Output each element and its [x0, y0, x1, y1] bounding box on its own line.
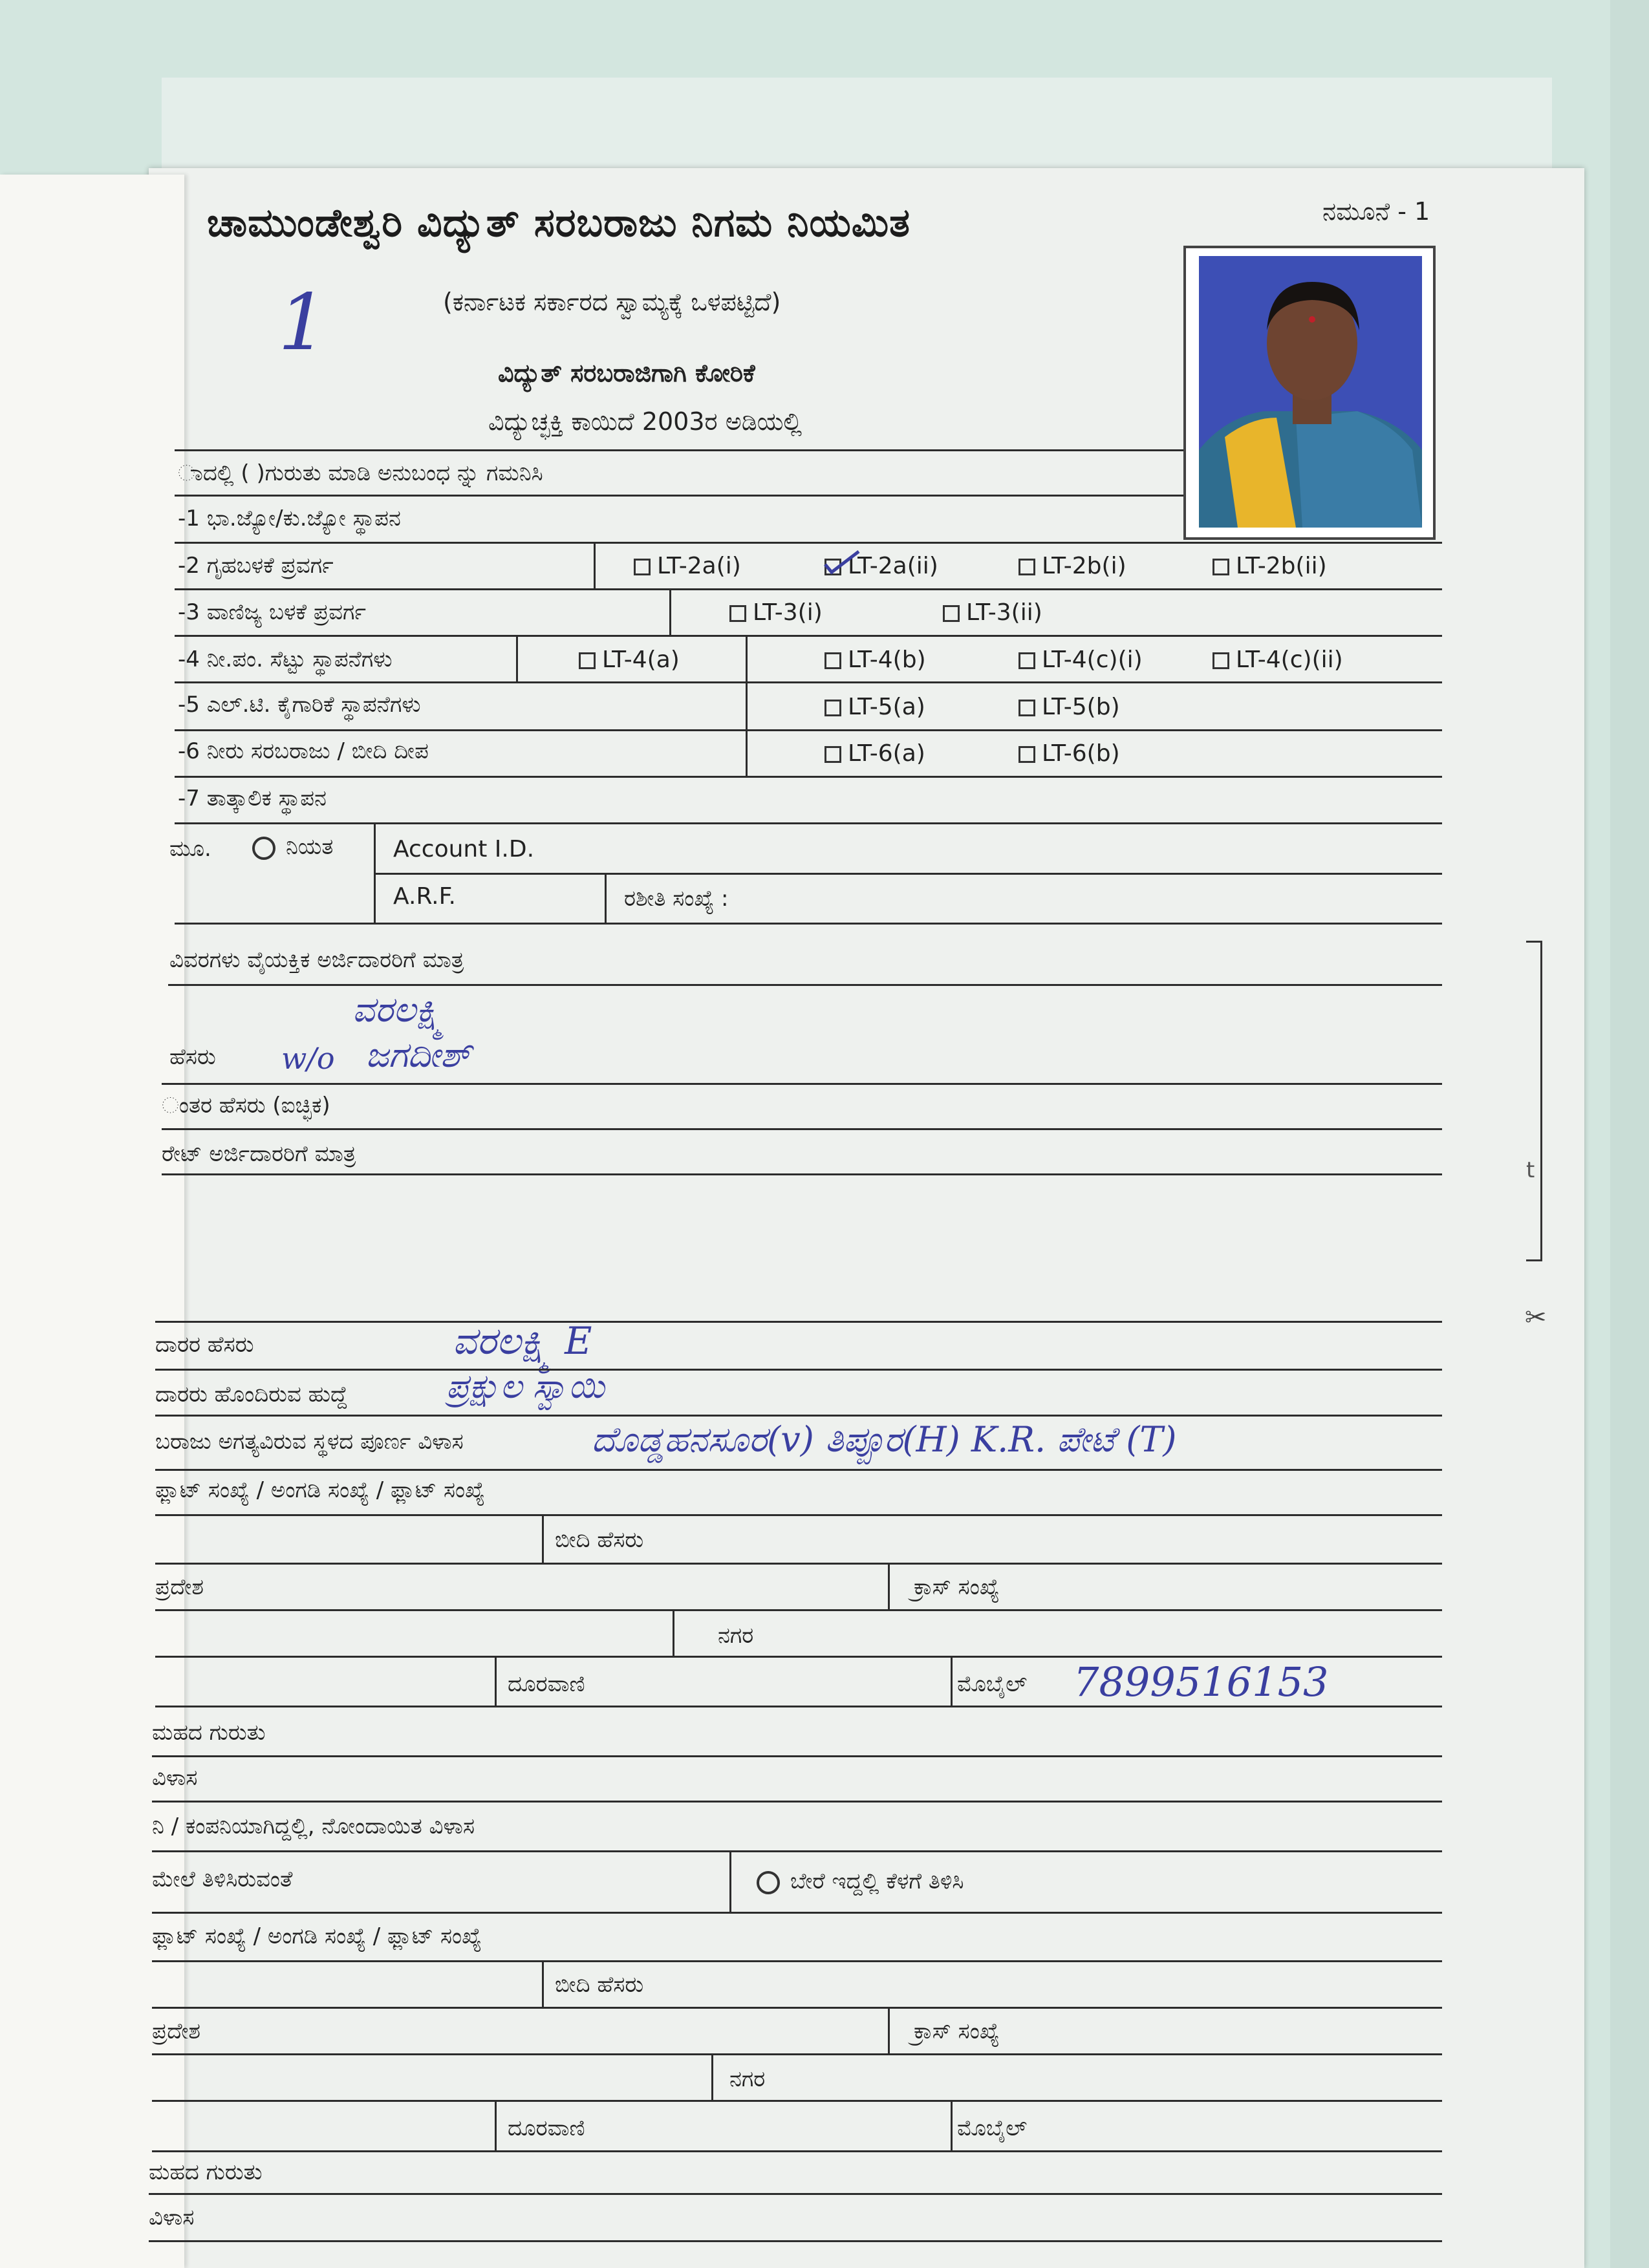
- option-lt-5-a[interactable]: LT-5(a): [824, 694, 925, 720]
- rule: [951, 1656, 953, 1706]
- checkbox[interactable]: [824, 746, 841, 763]
- rule: [175, 635, 1442, 637]
- rule: [951, 2100, 953, 2150]
- rule: [155, 1563, 1442, 1565]
- checkbox[interactable]: [729, 605, 746, 622]
- name-label: ಹೆಸರು: [169, 1044, 216, 1070]
- rule: [152, 1755, 1442, 1757]
- category-4-label: -4 ನೀ.ಪಂ. ಸೆಟ್ಟು ಸ್ಥಾಪನೆಗಳು: [178, 647, 393, 672]
- rule: [888, 1563, 890, 1609]
- rule: [152, 1801, 1442, 1803]
- checkbox[interactable]: [579, 652, 596, 669]
- rule: [168, 984, 1442, 986]
- house-number-label-2: ಫ್ಲಾಟ್ ಸಂಖ್ಯೆ / ಅಂಗಡಿ ಸಂಖ್ಯೆ / ಫ್ಲಾಟ್ ಸಂಖ್ಯೆ: [152, 1923, 482, 1949]
- individual-section-heading: ವಿವರಗಳು ವೈಯಕ್ತಿಕ ಅರ್ಜಿದಾರರಿಗೆ ಮಾತ್ರ: [169, 947, 464, 973]
- option-lt-4-c-ii[interactable]: LT-4(c)(ii): [1212, 647, 1343, 673]
- form-title: ವಿದ್ಯುತ್ ಸರಬರಾಜಿಗಾಗಿ ಕೋರಿಕೆ: [498, 359, 755, 387]
- rule: [149, 2193, 1442, 2195]
- background-margin-letter: t: [1526, 1157, 1535, 1183]
- rule: [669, 588, 671, 635]
- act-note: ವಿದ್ಯುಚ್ಛಕ್ತಿ ಕಾಯಿದೆ 2003ರ ಅಡಿಯಲ್ಲಿ: [488, 407, 803, 436]
- rule: [162, 1128, 1442, 1130]
- option-lt-4-c-i[interactable]: LT-4(c)(i): [1018, 647, 1143, 673]
- rule: [542, 1514, 544, 1563]
- rule: [175, 449, 1183, 451]
- rule: [152, 2007, 1442, 2009]
- area-label: ಪ್ರದೇಶ: [155, 1574, 204, 1600]
- rule: [162, 1173, 1442, 1175]
- checkbox[interactable]: [824, 652, 841, 669]
- phone-label: ದೂರವಾಣಿ: [508, 1671, 585, 1697]
- category-5-label: -5 ಎಲ್.ಟಿ. ಕೈಗಾರಿಕೆ ಸ್ಥಾಪನೆಗಳು: [178, 692, 421, 718]
- rule: [155, 1514, 1442, 1516]
- rule: [711, 2053, 713, 2100]
- account-type-fixed[interactable]: ನಿಯತ: [252, 834, 333, 860]
- option-lt-2a-ii[interactable]: LT-2a(ii): [824, 553, 938, 579]
- checkbox[interactable]: [1018, 746, 1035, 763]
- street-name-label-2: ಬೀದಿ ಹೆಸರು: [555, 1972, 644, 1998]
- handwritten-name-line2: ಜಗದೀಶ್: [365, 1034, 471, 1075]
- option-lt-4-b[interactable]: LT-4(b): [824, 647, 926, 673]
- category-6-label: -6 ನೀರು ಸರಬರಾಜು / ಬೀದಿ ದೀಪ: [178, 738, 429, 764]
- checkbox-checked[interactable]: [824, 559, 841, 575]
- rule: [175, 729, 1442, 731]
- option-lt-3-i[interactable]: LT-3(i): [729, 599, 823, 626]
- ownership-note: (ಕರ್ನಾಟಕ ಸರ್ಕಾರದ ಸ್ವಾಮ್ಯಕ್ಕೆ ಒಳಪಟ್ಟಿದೆ): [443, 288, 781, 316]
- address-label: ವಿಳಾಸ: [152, 1765, 198, 1791]
- rule: [155, 1706, 1442, 1707]
- rule: [155, 1321, 1442, 1323]
- rule: [175, 495, 1183, 497]
- rule: [495, 2100, 497, 2150]
- option-lt-2b-i[interactable]: LT-2b(i): [1018, 553, 1126, 579]
- rule: [495, 1656, 497, 1706]
- corporate-section-heading: ರೇಟ್ ಅರ್ಜಿದಾರರಿಗೆ ಮಾತ್ರ: [162, 1141, 356, 1167]
- optional-name-label: ಂತರ ಹೆಸರು (ಐಚ್ಛಿಕ): [162, 1093, 330, 1118]
- category-3-label: -3 ವಾಣಿಜ್ಯ ಬಳಕೆ ಪ್ರವರ್ಗ: [178, 599, 367, 625]
- rule: [175, 542, 1442, 544]
- rule: [175, 681, 1442, 683]
- landmark-label: ಮಹದ ಗುರುತು: [152, 1720, 266, 1746]
- registered-address-label: ನಿ / ಕಂಪನಿಯಾಗಿದ್ದಲ್ಲಿ, ನೋಂದಾಯಿತ ವಿಳಾಸ: [152, 1813, 475, 1839]
- rule: [155, 1369, 1442, 1371]
- city-label: ನಗರ: [718, 1623, 754, 1649]
- rule: [152, 2150, 1442, 2152]
- rule: [155, 1469, 1442, 1471]
- rule: [175, 776, 1442, 778]
- rule: [673, 1609, 674, 1656]
- option-lt-4-a[interactable]: LT-4(a): [579, 647, 680, 673]
- phone-label-2: ದೂರವಾಣಿ: [508, 2115, 585, 2141]
- checkbox[interactable]: [1212, 559, 1229, 575]
- option-lt-5-b[interactable]: LT-5(b): [1018, 694, 1120, 720]
- rule: [175, 822, 1442, 824]
- handwritten-address: ದೊಡ್ಡಹನಸೂರ(v) ತಿಪ್ಪೂರ(H) K.R. ಪೇಟೆ (T): [592, 1419, 1177, 1460]
- rule: [729, 1850, 731, 1912]
- designation-label: ದಾರರು ಹೊಂದಿರುವ ಹುದ್ದೆ: [155, 1382, 348, 1407]
- option-lt-2b-ii[interactable]: LT-2b(ii): [1212, 553, 1327, 579]
- handwritten-applicant-name: ವರಲಕ್ಷ್ಮಿ E: [453, 1319, 592, 1363]
- handwritten-designation: ಪ್ರಕ್ಷುಲ ಸ್ವಾಯಿ: [446, 1367, 605, 1406]
- area-label-2: ಪ್ರದೇಶ: [152, 2018, 201, 2044]
- landmark-label-2: ಮಹದ ಗುರುತು: [149, 2159, 263, 2185]
- category-1-label: -1 ಭಾ.ಜ್ಯೋ/ಕು.ಜ್ಯೋ ಸ್ಥಾಪನ: [178, 506, 401, 531]
- other-address-option[interactable]: ಬೇರೆ ಇದ್ದಲ್ಲಿ ಕೆಳಗೆ ತಿಳಿಸಿ: [757, 1868, 964, 1894]
- checkbox[interactable]: [824, 700, 841, 716]
- form-number: ನಮೂನೆ - 1: [1322, 197, 1430, 226]
- house-number-label: ಫ್ಲಾಟ್ ಸಂಖ್ಯೆ / ಅಂಗಡಿ ಸಂಖ್ಯೆ / ಫ್ಲಾಟ್ ಸಂಖ್ಯೆ: [155, 1477, 485, 1503]
- same-as-above-option[interactable]: ಮೇಲೆ ತಿಳಿಸಿರುವಂತೆ: [152, 1867, 293, 1892]
- rule: [155, 1609, 1442, 1611]
- rule: [374, 873, 1442, 875]
- rule: [149, 2240, 1442, 2242]
- checkbox[interactable]: [1018, 700, 1035, 716]
- scissors-icon: ✂: [1525, 1303, 1547, 1332]
- rule: [594, 542, 596, 588]
- option-lt-6-a[interactable]: LT-6(a): [824, 740, 925, 767]
- category-2-label: -2 ಗೃಹಬಳಕೆ ಪ್ರವರ್ಗ: [178, 553, 334, 579]
- option-lt-3-ii[interactable]: LT-3(ii): [943, 599, 1042, 626]
- account-id-label: Account I.D.: [393, 836, 535, 862]
- account-prefix: ಮೂ.: [169, 836, 211, 862]
- rule: [888, 2007, 890, 2053]
- handwritten-margin-mark: 1: [278, 278, 328, 368]
- applicant-name-label: ದಾರರ ಹೆಸರು: [155, 1332, 254, 1358]
- radio-button[interactable]: [757, 1871, 780, 1894]
- rule: [152, 1912, 1442, 1914]
- city-label-2: ನಗರ: [729, 2066, 766, 2092]
- rule: [175, 923, 1442, 925]
- rule: [152, 1850, 1442, 1852]
- handwritten-name-line1: ವರಲಕ್ಷ್ಮಿ: [352, 989, 446, 1030]
- supply-address-label: ಬರಾಜು ಅಗತ್ಯವಿರುವ ಸ್ಥಳದ ಪೂರ್ಣ ವಿಳಾಸ: [155, 1429, 464, 1455]
- rule: [175, 588, 1442, 590]
- arf-label: A.R.F.: [393, 883, 456, 910]
- address-label-2: ವಿಳಾಸ: [149, 2205, 195, 2231]
- rule: [162, 1083, 1442, 1085]
- applicant-photo: [1183, 246, 1436, 540]
- option-lt-6-b[interactable]: LT-6(b): [1018, 740, 1120, 767]
- rule: [605, 873, 607, 923]
- rule: [542, 1960, 544, 2007]
- receipt-number-label: ರಶೀತಿ ಸಂಖ್ಯೆ :: [624, 886, 729, 912]
- checkbox[interactable]: [1018, 559, 1035, 575]
- checkbox[interactable]: [1018, 652, 1035, 669]
- radio-button[interactable]: [252, 837, 275, 860]
- checkbox[interactable]: [1212, 652, 1229, 669]
- handwritten-relation: w/o: [281, 1041, 335, 1076]
- cross-number-label: ಕ್ರಾಸ್ ಸಂಖ್ಯೆ: [914, 1574, 1000, 1600]
- rule: [155, 1656, 1442, 1658]
- category-7-label: -7 ತಾತ್ಕಾಲಿಕ ಸ್ಥಾಪನ: [178, 786, 327, 811]
- checkbox[interactable]: [634, 559, 651, 575]
- rule: [152, 2100, 1442, 2102]
- rule: [516, 635, 518, 681]
- left-paper-strip: [0, 175, 184, 2268]
- cross-number-label-2: ಕ್ರಾಸ್ ಸಂಖ್ಯೆ: [914, 2018, 1000, 2044]
- rule: [746, 635, 748, 777]
- rule: [155, 1415, 1442, 1417]
- street-name-label: ಬೀದಿ ಹೆಸರು: [555, 1527, 644, 1553]
- mobile-label-2: ಮೊಬೈಲ್: [957, 2115, 1028, 2141]
- rule: [152, 2053, 1442, 2055]
- mobile-label: ಮೊಬೈಲ್: [957, 1671, 1028, 1697]
- rule: [152, 1960, 1442, 1962]
- background-bracket: [1526, 941, 1542, 1261]
- handwritten-mobile: 7899516153: [1073, 1658, 1329, 1706]
- checkbox[interactable]: [943, 605, 960, 622]
- option-lt-2a-i[interactable]: LT-2a(i): [634, 553, 741, 579]
- instructions: ಾದಲ್ಲಿ ( )ಗುರುತು ಮಾಡಿ ಅನುಬಂಧ ನ್ನು ಗಮನಿಸಿ: [178, 460, 543, 486]
- organization-name: ಚಾಮುಂಡೇಶ್ವರಿ ವಿದ್ಯುತ್ ಸರಬರಾಜು ನಿಗಮ ನಿಯಮಿತ: [207, 200, 911, 246]
